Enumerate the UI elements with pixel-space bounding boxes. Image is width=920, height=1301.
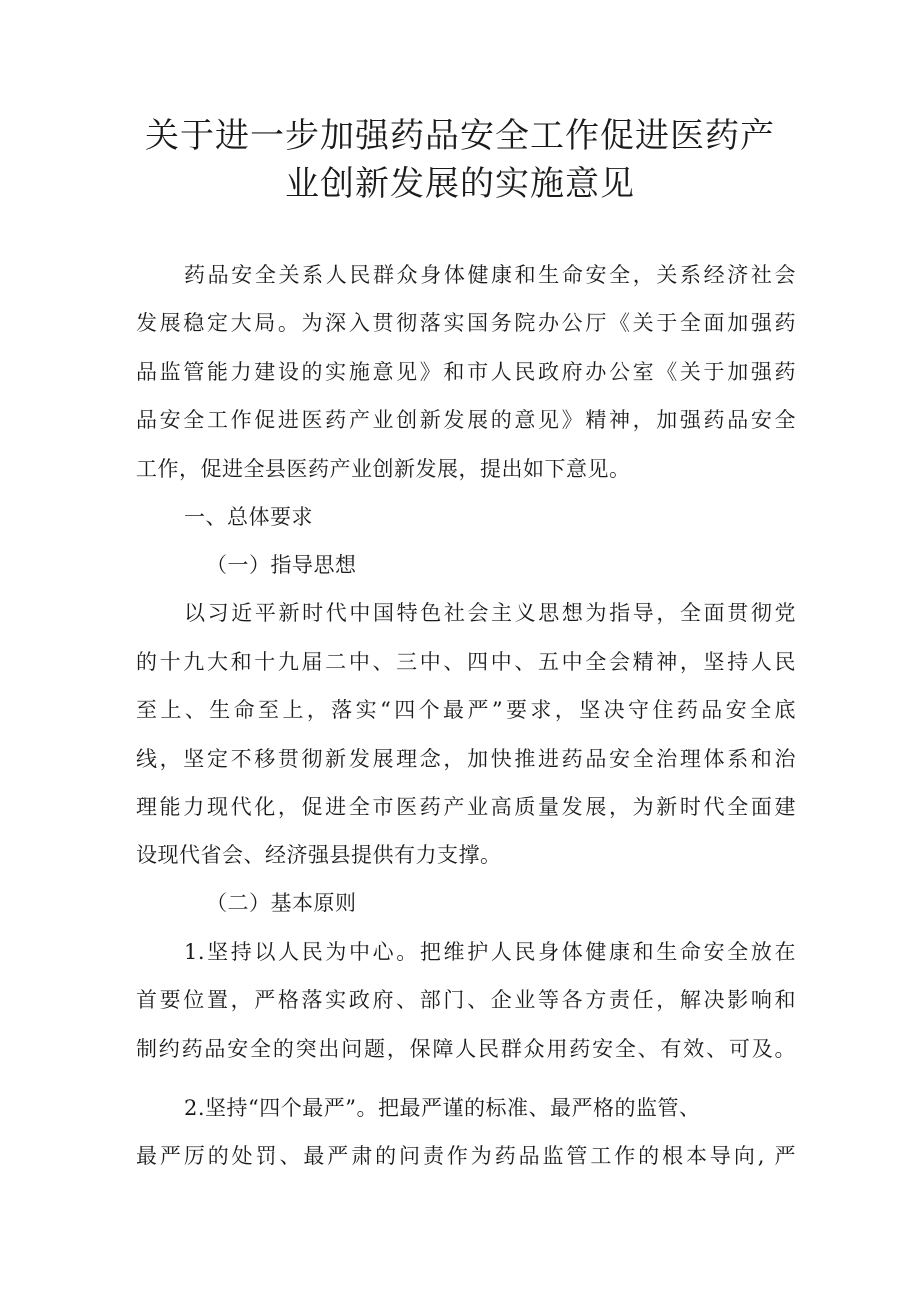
paragraph-line: 线，坚定不移贯彻新发展理念，加快推进药品安全治理体系和治 xyxy=(136,747,796,771)
section-heading: 一、总体要求 xyxy=(184,505,313,529)
document-title-line-1: 关于进一步加强药品安全工作促进医药产 xyxy=(145,116,775,156)
paragraph-line: 工作，促进全县医药产业创新发展，提出如下意见。 xyxy=(136,457,631,481)
paragraph-line: 以习近平新时代中国特色社会主义思想为指导，全面贯彻党 xyxy=(184,601,796,625)
document-title-line-2: 业创新发展的实施意见 xyxy=(285,164,635,204)
paragraph-line: 发展稳定大局。为深入贯彻落实国务院办公厅《关于全面加强药 xyxy=(136,311,796,335)
paragraph-line: 的十九大和十九届二中、三中、四中、五中全会精神，坚持人民 xyxy=(136,650,796,674)
paragraph-line: 设现代省会、经济强县提供有力支撑。 xyxy=(136,843,502,867)
paragraph-line: 首要位置，严格落实政府、部门、企业等各方责任，解决影响和 xyxy=(136,988,796,1012)
paragraph-line: 制约药品安全的突出问题，保障人民群众用药安全、有效、可及。 xyxy=(136,1037,796,1061)
paragraph-line: 理能力现代化，促进全市医药产业高质量发展，为新时代全面建 xyxy=(136,795,796,819)
paragraph-line: 最严厉的处罚、最严肃的问责作为药品监管工作的根本导向, 严 xyxy=(136,1144,796,1168)
subsection-heading: （二）基本原则 xyxy=(206,891,357,915)
paragraph-line: 药品安全关系人民群众身体健康和生命安全，关系经济社会 xyxy=(184,263,796,287)
subsection-heading: （一）指导思想 xyxy=(206,553,357,577)
paragraph-line: 品安全工作促进医药产业创新发展的意见》精神，加强药品安全 xyxy=(136,408,796,432)
paragraph-line: 1.坚持以人民为中心。把维护人民身体健康和生命安全放在 xyxy=(184,940,796,964)
paragraph-line: 至上、生命至上，落实“四个最严”要求，坚决守住药品安全底 xyxy=(136,698,796,722)
paragraph-line: 2.坚持“四个最严”。把最严谨的标准、最严格的监管、 xyxy=(184,1096,701,1120)
paragraph-line: 品监管能力建设的实施意见》和市人民政府办公室《关于加强药 xyxy=(136,360,796,384)
